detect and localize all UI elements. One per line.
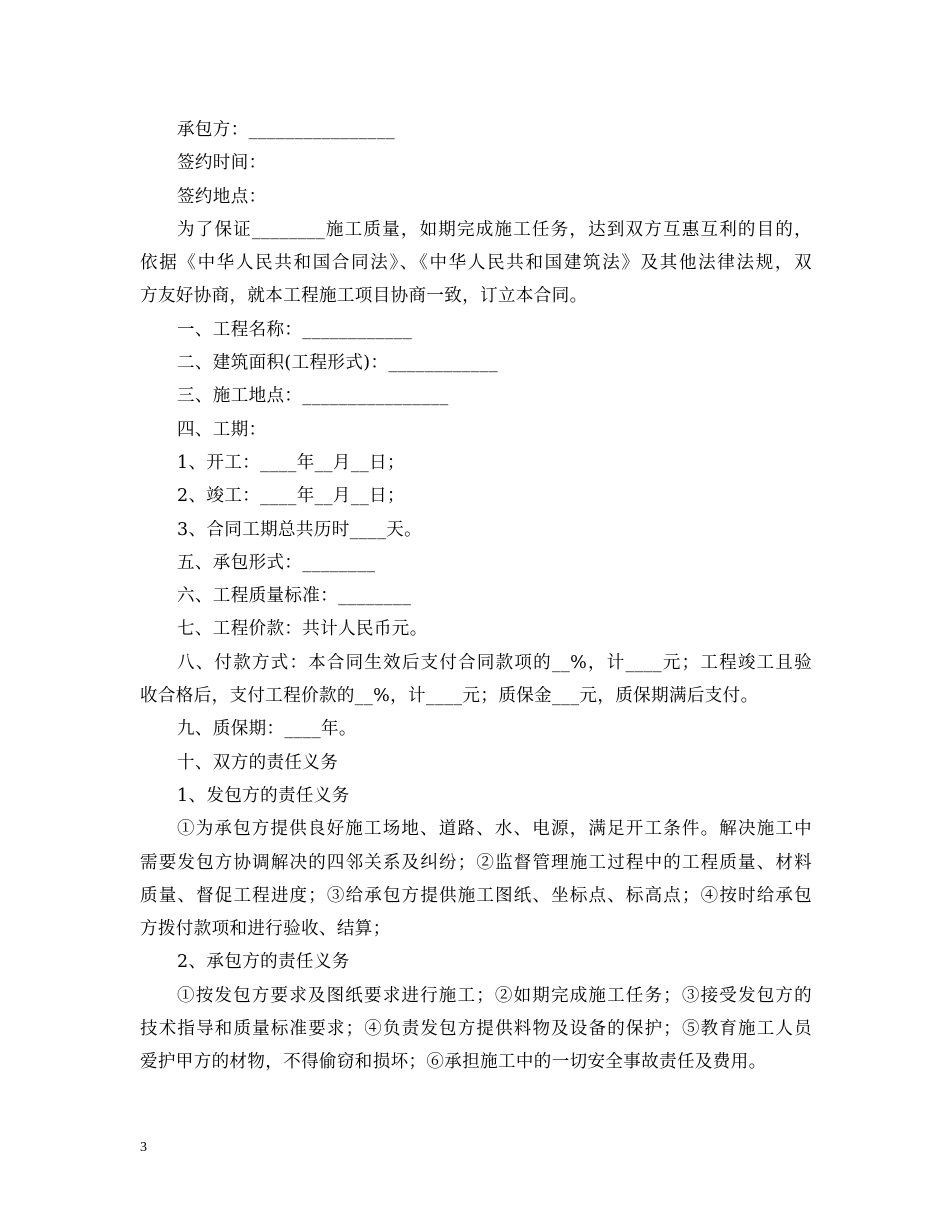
text-line: 六、工程质量标准：________: [177, 586, 412, 607]
text-line: 方友好协商，就本工程施工项目协商一致，订立本合同。: [140, 286, 588, 307]
text-line: 一、工程名称：____________: [177, 319, 413, 340]
text-line: 2、承包方的责任义务: [177, 952, 350, 973]
text-line: 承包方：________________: [177, 120, 395, 140]
text-line: 七、工程价款：共计人民币元。: [177, 619, 428, 640]
text-line: 为了保证________施工质量，如期完成施工任务，达到双方互惠互利的目的，: [177, 219, 812, 240]
text-line: 八、付款方式：本合同生效后支付合同款项的__%，计____元；工程竣工且验: [177, 652, 812, 673]
text-line: ①为承包方提供良好施工场地、道路、水、电源，满足开工条件。解决施工中: [177, 819, 812, 840]
text-line: ①按发包方要求及图纸要求进行施工；②如期完成施工任务；③接受发包方的: [177, 985, 812, 1006]
text-line: 三、施工地点：________________: [177, 386, 449, 407]
text-line: 四、工期：: [177, 419, 267, 440]
text-line: 方拨付款项和进行验收、结算；: [140, 919, 391, 940]
text-line: 2、竣工：____年__月__日；: [177, 486, 405, 507]
text-line: 签约地点：: [177, 186, 267, 207]
text-line: 签约时间：: [177, 153, 267, 174]
text-line: 1、发包方的责任义务: [177, 785, 350, 806]
text-line: 九、质保期：____年。: [177, 719, 357, 740]
text-line: 3、合同工期总共历时____天。: [177, 519, 423, 540]
text-line: 依据《中华人民共和国合同法》、《中华人民共和国建筑法》及其他法律法规，双: [140, 253, 812, 274]
text-line: 五、承包形式：________: [177, 552, 376, 573]
text-line: 质量、督促工程进度；③给承包方提供施工图纸、坐标点、标高点；④按时给承包: [140, 885, 812, 906]
text-line: 技术指导和质量标准要求；④负责发包方提供料物及设备的保护；⑤教育施工人员: [140, 1019, 812, 1040]
text-line: 需要发包方协调解决的四邻关系及纠纷；②监督管理施工过程中的工程质量、材料: [140, 852, 812, 873]
text-line: 十、双方的责任义务: [177, 752, 339, 773]
text-line: 爱护甲方的材物，不得偷窃和损坏；⑥承担施工中的一切安全事故责任及费用。: [140, 1052, 767, 1073]
contract-body: [140, 114, 812, 1080]
page-number: 3: [140, 1140, 147, 1155]
text-line: 收合格后，支付工程价款的__%，计____元；质保金___元，质保期满后支付。: [140, 686, 759, 707]
text-line: 二、建筑面积(工程形式)：____________: [177, 353, 499, 374]
text-line: 1、开工：____年__月__日；: [177, 452, 405, 473]
